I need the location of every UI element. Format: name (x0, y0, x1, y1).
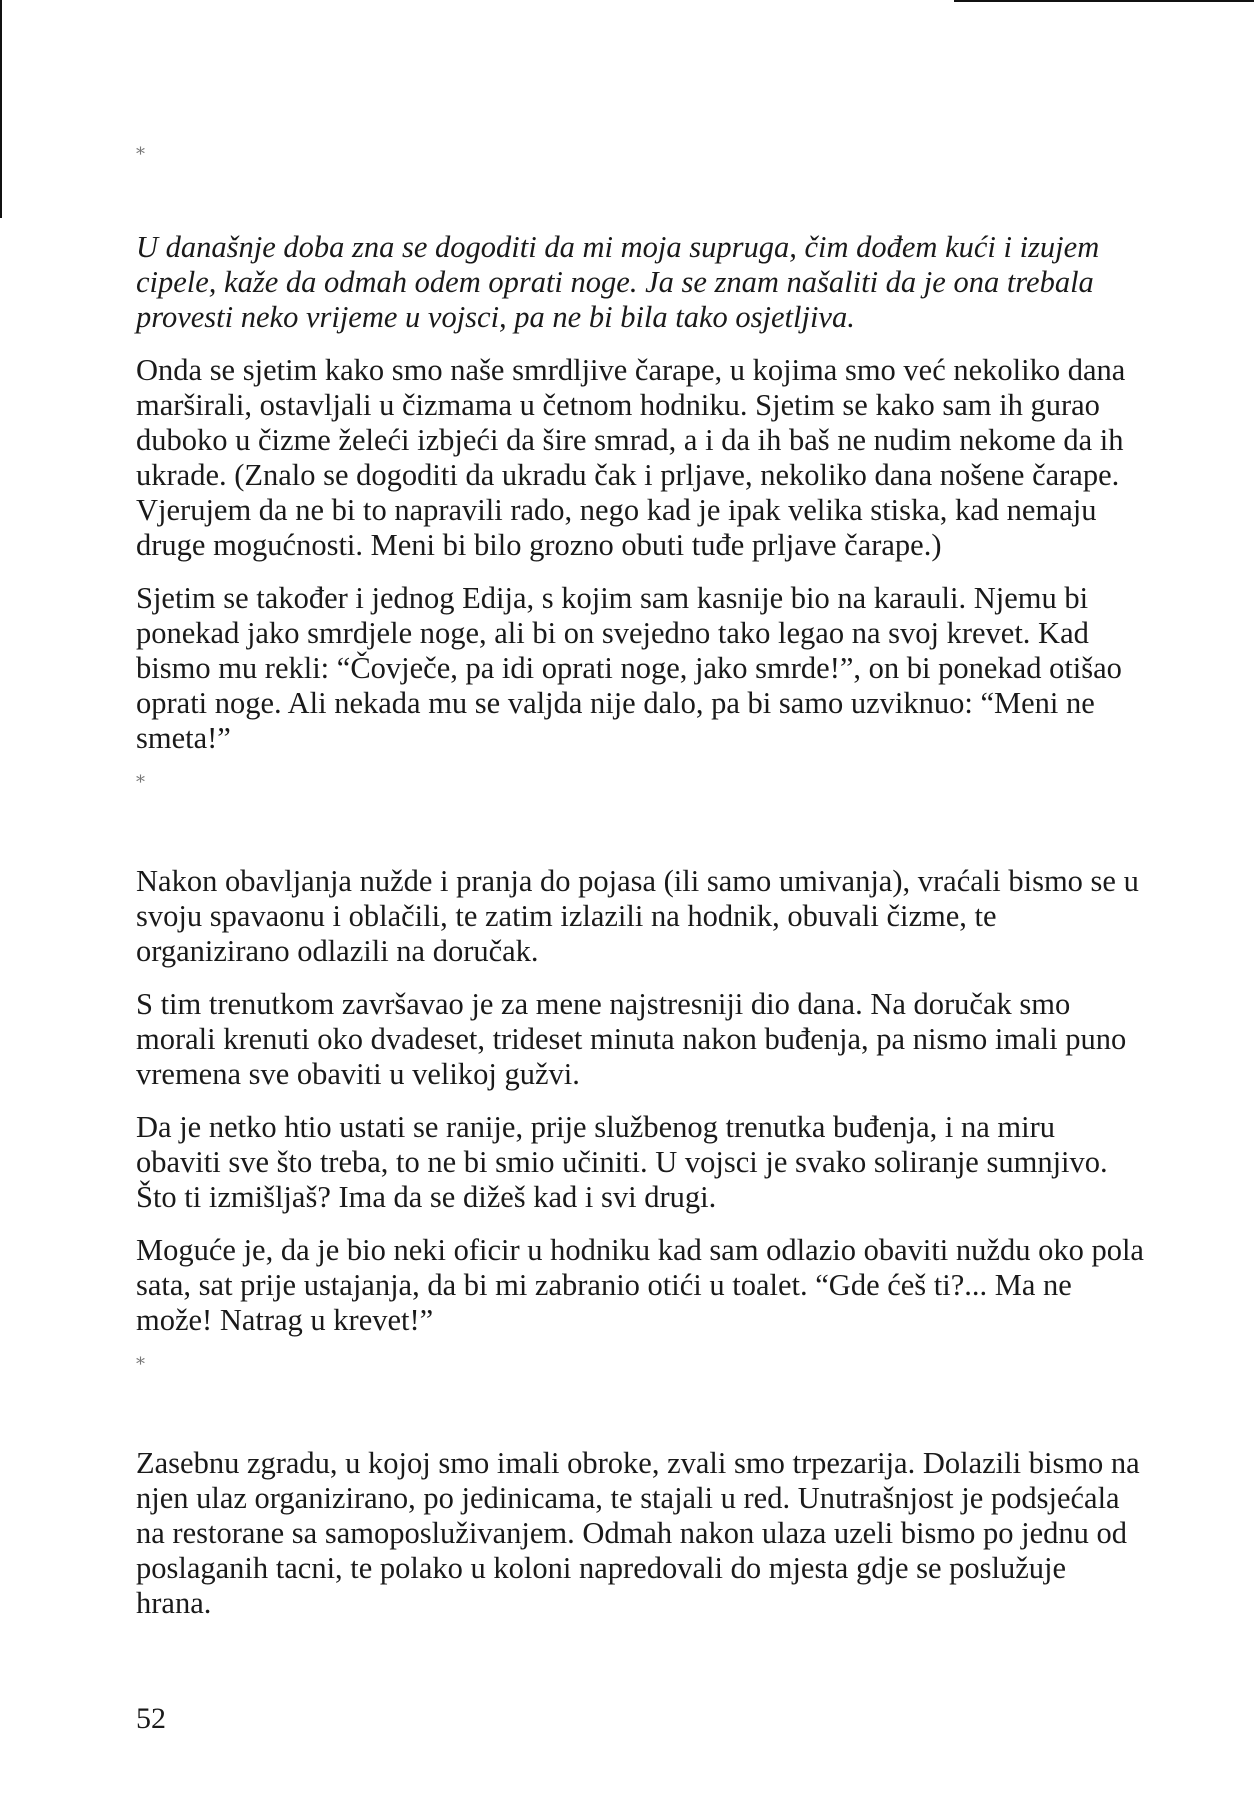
paragraph: U današnje doba zna se dogoditi da mi moja supruga, čim dođem kući i izujem cipele, kaže da odmah odem oprati noge. Ja se znam našaliti da je ona trebala provesti neko vrijeme u vojsci, pa ne bi bila tako osjetljiva. (136, 230, 1100, 334)
page-edge-line-top (954, 0, 1254, 2)
paragraph: Onda se sjetim kako smo naše smrdljive čarape, u kojima smo već nekoliko dana marširali, ostavljali u čizmama u četnom hodniku. Sjetim se kako sam ih gurao duboko u čizme želeći izbjeći da šire smrad, a i da ih baš ne nudim nekome da ih ukrade. (Znalo se dogoditi da ukradu čak i prljave, nekoliko dana nošene čarape. Vjerujem da ne bi to napravili rado, nego kad je ipak velika stiska, kad nemaju druge mogućnosti. Meni bi bilo grozno obuti tuđe prljave čarape.) (136, 353, 1126, 562)
paragraph: S tim trenutkom završavao je za mene najstresniji dio dana. Na doručak smo morali krenuti oko dvadeset, trideset minuta nakon buđenja, pa nismo imali puno vremena sve obaviti u velikoj gužvi. (136, 987, 1127, 1091)
page-number: 52 (136, 1702, 166, 1735)
section-separator: * (136, 772, 145, 793)
paragraph: Da je netko htio ustati se ranije, prije službenog trenutka buđenja, i na miru obaviti sve što treba, to ne bi smio učiniti. U vojsci je svako soliranje sumnjivo. Što ti izmišljaš? Ima da se dižeš kad i svi drugi. (136, 1110, 1108, 1214)
paragraph: Moguće je, da je bio neki oficir u hodniku kad sam odlazio obaviti nuždu oko pola sata, sat prije ustajanja, da bi mi zabranio otići u toalet. “Gde ćeš ti?... Ma ne može! Natrag u krevet!” (136, 1233, 1144, 1337)
section-separator: * (136, 1354, 145, 1375)
paragraph: Sjetim se također i jednog Edija, s kojim sam kasnije bio na karauli. Njemu bi ponekad jako smrdjele noge, ali bi on svejedno tako legao na svoj krevet. Kad bismo mu rekli: “Čovječe, pa idi oprati noge, jako smrde!”, on bi ponekad otišao oprati noge. Ali nekada mu se valjda nije dalo, pa bi samo uzviknuo: “Meni ne smeta!” (136, 581, 1122, 755)
paragraph: Zasebnu zgradu, u kojoj smo imali obroke, zvali smo trpezarija. Dolazili bismo na njen ulaz organizirano, po jedinicama, te stajali u red. Unutrašnjost je podsjećala na restorane sa samoposluživanjem. Odmah nakon ulaza uzeli bismo po jednu od poslaganih tacni, te polako u koloni napredovali do mjesta gdje se poslužuje hrana. (136, 1446, 1140, 1620)
page-edge-line-left (0, 0, 2, 218)
paragraph: Nakon obavljanja nužde i pranja do pojasa (ili samo umivanja), vraćali bismo se u svoju spavaonu i oblačili, te zatim izlazili na hodnik, obuvali čizme, te organizirano odlazili na doručak. (136, 864, 1139, 968)
page-body (136, 146, 1146, 1639)
section-separator: * (136, 144, 145, 165)
